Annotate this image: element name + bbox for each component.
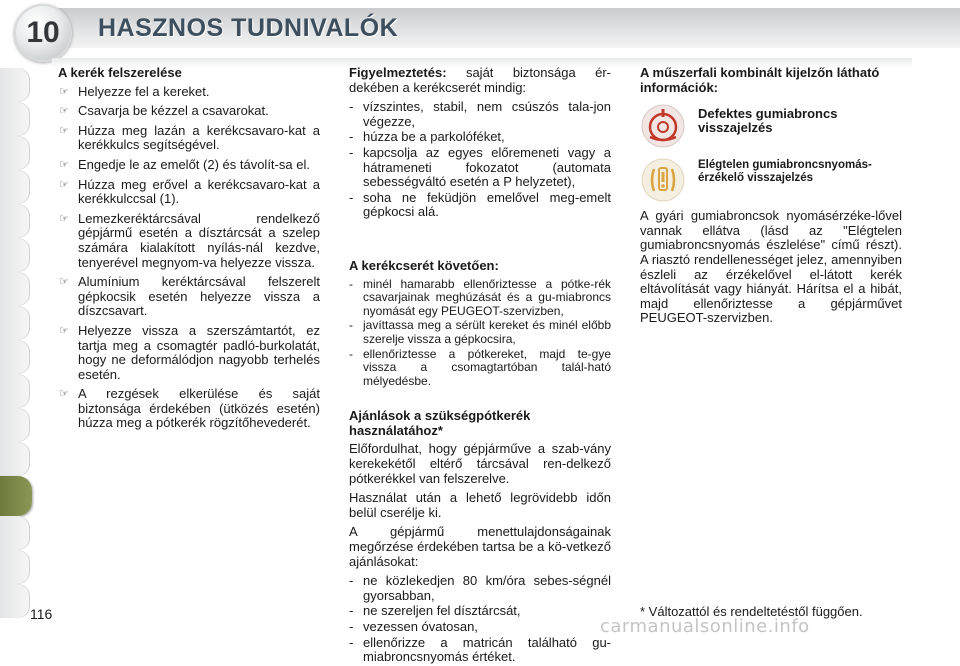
after-change-list [349, 278, 611, 389]
footnote: * Változattól és rendeltetéstől függően. [640, 604, 863, 619]
hand-pointer-icon: ☞ [59, 158, 69, 171]
chapter-tab[interactable] [0, 238, 30, 272]
page-header [0, 0, 960, 58]
chapter-tab[interactable] [0, 442, 30, 476]
icon-row-sensor [640, 157, 902, 203]
list-item-text: soha ne feküdjön emelővel meg-emelt gépkocsi alá. [363, 189, 611, 220]
recommendation-item [349, 604, 611, 619]
chapter-tab[interactable] [0, 374, 30, 408]
hand-pointer-icon: ☞ [59, 85, 69, 98]
list-item-text: minél hamarabb ellenőriztesse a pótke-rék csavarjainak meghúzását és a gu-miabroncs nyomását egy PEUGEOT-szervizben, [363, 276, 611, 318]
chapter-tab[interactable] [0, 408, 30, 442]
paragraph: Használat után a lehető legrövidebb időn belül cserélje ki. [349, 490, 611, 520]
list-item-text: Helyezze vissza a szerszámtartót, ez tartja meg a csomagtér padló-burkolatát, hogy ne deformálódjon nagyobb terhelés esetén. [78, 322, 320, 382]
dash-marker: - [349, 318, 353, 333]
dash-marker: - [349, 603, 354, 619]
recommendation-item [349, 574, 611, 603]
list-item-text: Húzza meg lazán a kerékcsavaro-kat a kerékkulcs segítségével. [78, 122, 320, 153]
chapter-tab[interactable] [0, 306, 30, 340]
warning-text: saját biztonsága ér-dekében a kerékcserét mindig: [349, 65, 611, 95]
bullet-item [58, 212, 320, 270]
after-change-item [349, 348, 611, 389]
dash-marker: - [349, 189, 354, 205]
bullet-item [58, 324, 320, 382]
warning-item [349, 130, 611, 145]
chapter-tab[interactable] [0, 170, 30, 204]
watermark: carmanualsonline.info [600, 616, 810, 637]
list-item-text: húzza be a parkolóféket, [363, 129, 505, 145]
flat-tyre-warning-icon [640, 103, 686, 149]
chapter-tabs-sidebar [0, 60, 42, 640]
warning-item [349, 146, 611, 190]
recommendation-paragraphs [349, 442, 611, 569]
list-item-text: ne közlekedjen 80 km/óra sebes-ségnél gyorsabban, [363, 573, 611, 603]
list-item-text: A rezgések elkerülése és saját biztonsága érdekében (ütközés esetén) húzza meg a pótkerék rögzítőhevederét. [78, 386, 320, 431]
hand-pointer-icon: ☞ [59, 105, 69, 118]
list-item-text: Engedje le az emelőt (2) és távolít-sa el. [78, 156, 310, 172]
section-heading: A kerékcserét követően: [349, 257, 499, 273]
chapter-tab[interactable] [0, 340, 30, 374]
chapter-tab[interactable] [0, 550, 30, 584]
chapter-tab-active[interactable] [0, 476, 32, 516]
warning-paragraph [349, 66, 611, 95]
chapter-tab[interactable] [0, 584, 30, 618]
dash-marker: - [349, 619, 354, 634]
recommendation-list [349, 574, 611, 665]
list-item-text: vezessen óvatosan, [363, 619, 478, 634]
bullet-item [58, 158, 320, 173]
chapter-number-badge: 10 [14, 4, 72, 62]
list-item-text: Helyezze fel a kereket. [78, 83, 210, 99]
chapter-tab[interactable] [0, 136, 30, 170]
hand-pointer-icon: ☞ [59, 324, 69, 337]
hand-pointer-icon: ☞ [59, 178, 69, 191]
after-change-item [349, 319, 611, 346]
chapter-tab[interactable] [0, 516, 30, 550]
bullet-list [58, 85, 320, 431]
chapter-tab[interactable] [0, 68, 30, 102]
dash-marker: - [349, 99, 354, 115]
tyre-pressure-sensor-icon [640, 157, 686, 203]
chapter-tab[interactable] [0, 272, 30, 306]
chapter-tab[interactable] [0, 102, 30, 136]
warning-item [349, 100, 611, 129]
dash-marker: - [349, 276, 353, 291]
dash-marker: - [349, 634, 354, 650]
dash-marker: - [349, 144, 354, 160]
icon-label: Elégtelen gumiabroncsnyomás-érzékelő visszajelzés [698, 159, 872, 185]
section-heading: A kerék felszerelése [58, 65, 182, 80]
chapter-tab[interactable] [0, 204, 30, 238]
list-item-text: vízszintes, stabil, nem csúszós tala-jon végezze, [363, 99, 611, 129]
hand-pointer-icon: ☞ [59, 124, 69, 137]
list-item-text: Húzza meg erővel a kerékcsavaro-kat a kerékkulccsal (1). [78, 176, 320, 207]
column-warnings [349, 66, 611, 666]
recommendation-item [349, 620, 611, 635]
warning-label: Figyelmeztetés: [349, 65, 447, 80]
list-item-text: ne szereljen fel dísztárcsát, [363, 603, 521, 619]
hand-pointer-icon: ☞ [59, 212, 69, 225]
warning-item [349, 191, 611, 220]
section-heading: A műszerfali kombinált kijelzőn látható információk: [640, 65, 880, 95]
paragraph: Előfordulhat, hogy gépjárműve a szab-vány kerekekétől eltérő tárcsával ren-delkező pótkerékkel van felszerelve. [349, 441, 611, 486]
list-item-text: Alumínium keréktárcsával felszerelt gépkocsik esetén helyezze vissza a díszcsavart. [78, 274, 320, 319]
hand-pointer-icon: ☞ [59, 276, 69, 289]
bullet-item [58, 178, 320, 207]
list-item-text: kapcsolja az egyes előremeneti vagy a hátrameneti fokozatot (automata sebességváltó esetén a P helyzetet), [363, 144, 611, 190]
warning-list [349, 100, 611, 220]
after-change-item [349, 278, 611, 319]
dash-marker: - [349, 573, 354, 589]
paragraph: A gépjármű menettulajdonságainak megőrzése érdekében tartsa be a kö-vetkező ajánlásokat: [349, 524, 611, 569]
list-item-text: Csavarja be kézzel a csavarokat. [78, 103, 269, 119]
bullet-item [58, 85, 320, 100]
section-heading: Ajánlások a szükségpótkerék használatához* [349, 408, 531, 438]
bullet-item [58, 124, 320, 153]
list-item-text: javíttassa meg a sérült kereket és minél előbb szerelje vissza a gépkocsira, [363, 318, 611, 346]
column-wheel-fitting [58, 66, 320, 436]
bullet-item [58, 275, 320, 319]
page-title: HASZNOS TUDNIVALÓK [98, 14, 399, 42]
bullet-item [58, 104, 320, 119]
icon-label: Defektes gumiabroncs visszajelzés [698, 106, 838, 136]
page-number: 116 [30, 606, 53, 622]
dash-marker: - [349, 346, 353, 361]
column-dashboard-info [640, 66, 902, 331]
list-item-text: ellenőrizze a matricán található gu-miabroncsnyomás értéket. [363, 634, 611, 665]
list-item-text: Lemezkeréktárcsával rendelkező gépjármű esetén a dísztárcsát a szelep számára kialakított nyílás-nál kezdve, tenyerével megnyom-va helyezze vissza. [78, 210, 320, 270]
hand-pointer-icon: ☞ [59, 388, 69, 401]
icon-row-puncture [640, 103, 902, 149]
dash-marker: - [349, 129, 354, 145]
list-item-text: ellenőriztesse a pótkereket, majd te-gye vissza a csomagtartóban talál-ható mélyedésbe. [363, 346, 611, 388]
bullet-item [58, 387, 320, 431]
sensor-paragraph: A gyári gumiabroncsok nyomásérzéke-lővel vannak ellátva (lásd az "Elégtelen gumiabroncsnyomás észlelése" című részt). A riasztó rendellenességet jelez, amennyiben észleli az érzékelővel el-látott kerék eltávolítását vagy hiányát. Hárítsa el a hibát, majd ellenőriztesse a gépjárművet PEUGEOT-szervizben. [640, 208, 902, 326]
